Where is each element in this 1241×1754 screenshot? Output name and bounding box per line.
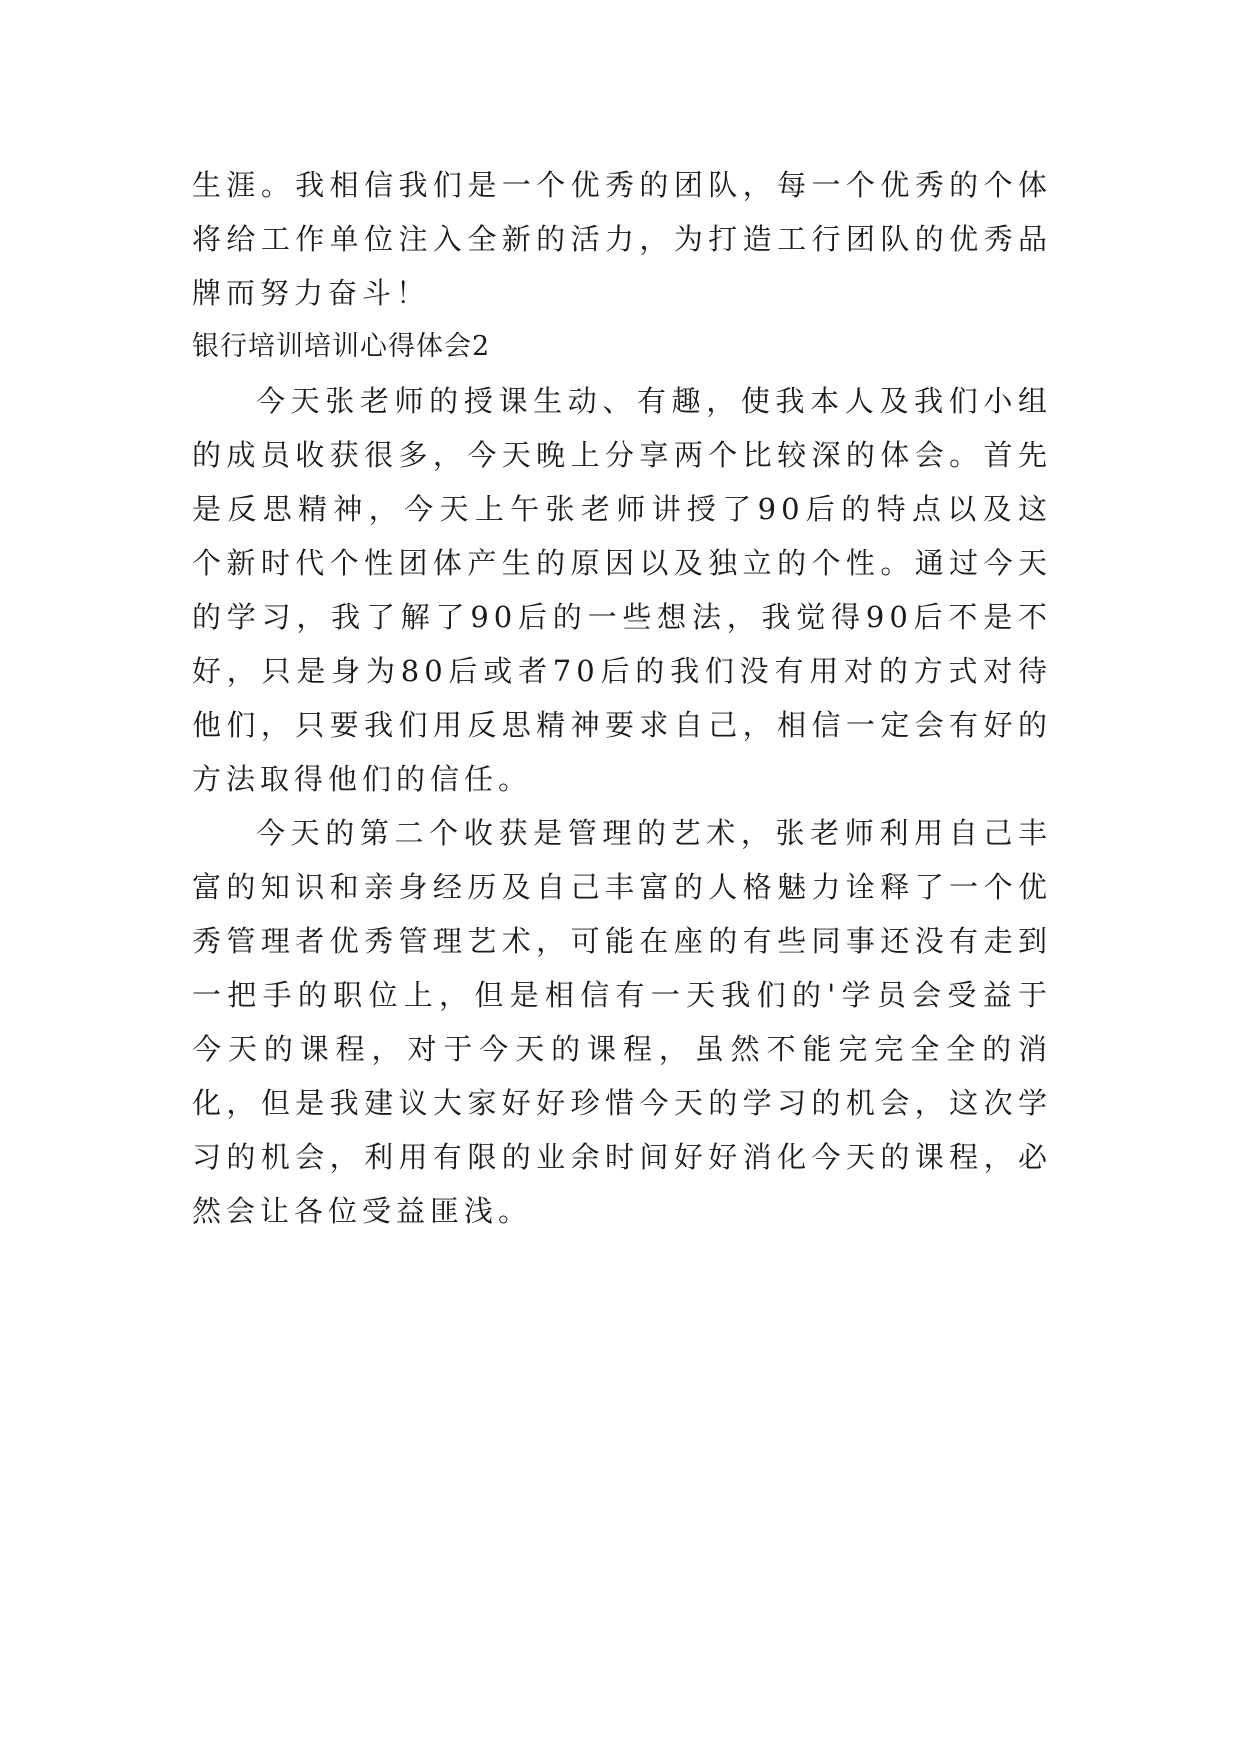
- paragraph-reflection: 今天张老师的授课生动、有趣，使我本人及我们小组的成员收获很多，今天晚上分享两个比较深的体会。首先是反思精神，今天上午张老师讲授了90后的特点以及这个新时代个性团体产生的原因以及独立的个性。通过今天的学习，我了解了90后的一些想法，我觉得90后不是不好，只是身为80后或者70后的我们没有用对的方式对待他们，只要我们用反思精神要求自己，相信一定会有好的方法取得他们的信任。: [192, 384, 1052, 796]
- document-body: [192, 158, 1052, 1238]
- paragraph-management: 今天的第二个收获是管理的艺术，张老师利用自己丰富的知识和亲身经历及自己丰富的人格魅力诠释了一个优秀管理者优秀管理艺术，可能在座的有些同事还没有走到一把手的职位上，但是相信有一天我们的'学员会受益于今天的课程，对于今天的课程，虽然不能完完全全的消化，但是我建议大家好好珍惜今天的学习的机会，这次学习的机会，利用有限的业余时间好好消化今天的课程，必然会让各位受益匪浅。: [192, 816, 1052, 1228]
- section-heading: 银行培训培训心得体会2: [192, 331, 491, 362]
- paragraph-closing: 生涯。我相信我们是一个优秀的团队，每一个优秀的个体将给工作单位注入全新的活力，为打造工行团队的优秀品牌而努力奋斗！: [192, 168, 1052, 310]
